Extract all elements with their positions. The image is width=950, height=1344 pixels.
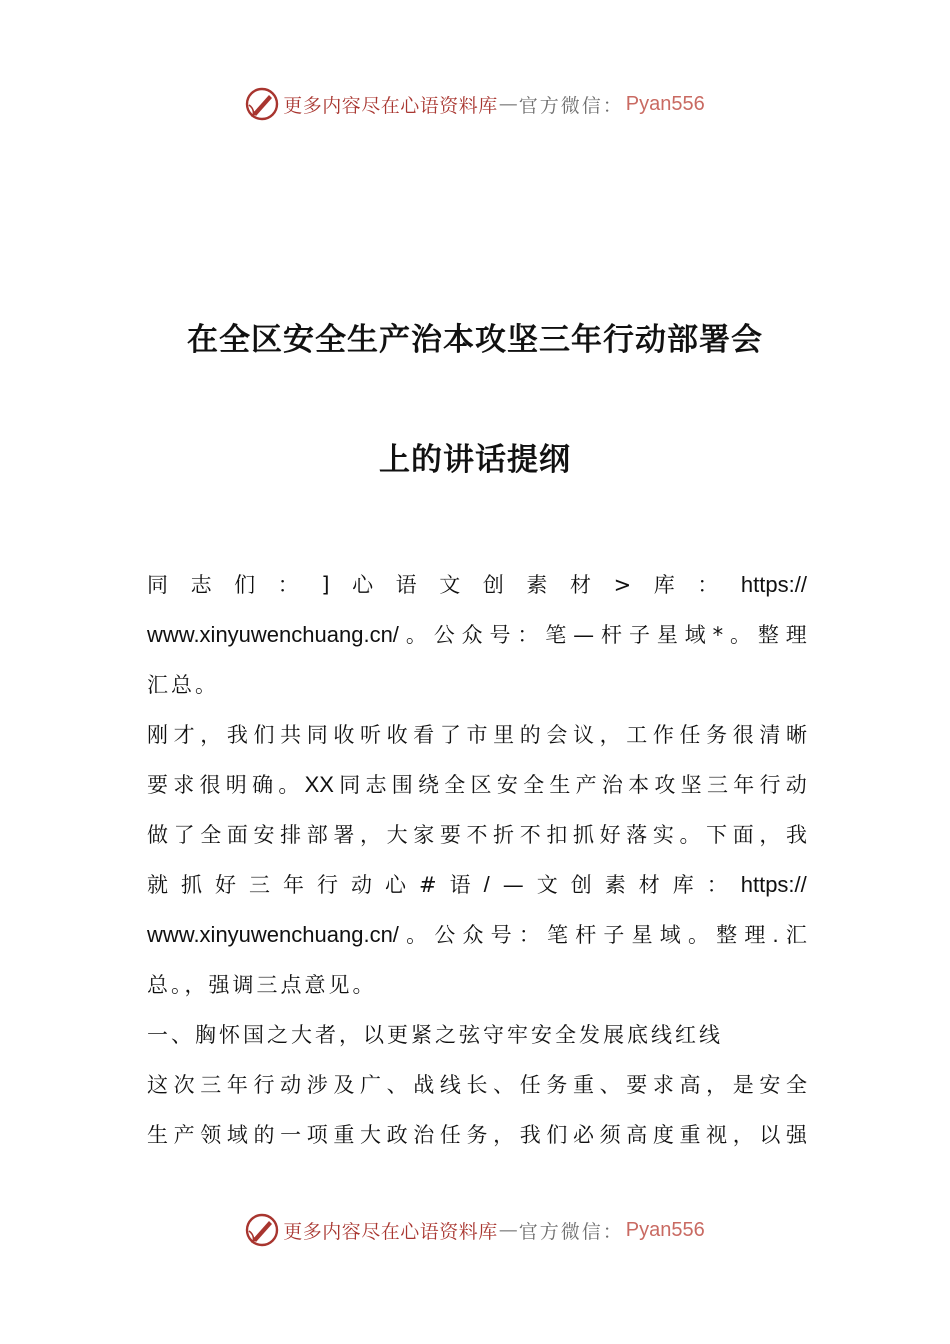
body-text-run: ， (200, 723, 222, 747)
watermark-wechat-id: Pyan556 (625, 1218, 705, 1241)
watermark-text: 更多内容尽在心语资料库 (283, 94, 498, 117)
body-text-run: / (483, 872, 490, 897)
body-line (147, 810, 807, 860)
body-text-run: ] (321, 573, 330, 597)
body-text-run: 理 (785, 623, 807, 647)
body-text-run: 了 (173, 823, 195, 847)
body-text-run: 清 (759, 723, 781, 747)
body-text-run: 实 (652, 823, 674, 847)
body-text-run: ： (697, 573, 719, 597)
body-line (147, 1060, 807, 1110)
watermark-official-label: 官方微信： (518, 94, 624, 117)
body-text-run: 抓 (181, 873, 202, 897)
body-text-run: 下 (706, 823, 728, 847)
body-text-run: 工 (626, 723, 648, 747)
body-text-run: 年 (226, 1073, 248, 1097)
body-text-run: 落 (626, 823, 648, 847)
body-text-run: 要 (626, 1073, 648, 1097)
body-text-run: 行 (317, 873, 338, 897)
body-text-run: 家 (413, 823, 435, 847)
body-text-run: 项 (306, 1123, 328, 1147)
body-text-run: 收 (386, 723, 408, 747)
body-text-run: ， (493, 1123, 515, 1147)
body-text-run: 。 (278, 773, 300, 797)
body-text-run: 同 (339, 773, 361, 797)
body-text-run: 我 (786, 823, 807, 847)
body-text-run: ， (706, 1073, 728, 1097)
body-text-run: 求 (173, 773, 195, 797)
body-text-run: 好 (215, 873, 236, 897)
body-text-run: 安 (759, 1073, 781, 1097)
body-text-run: 动 (351, 873, 372, 897)
body-text-run: > (613, 573, 632, 597)
body-line (147, 610, 807, 660)
body-text-run: 三 (706, 773, 728, 797)
body-text-run: 材 (638, 873, 660, 897)
body-text-run: 全 (444, 773, 466, 797)
body-text-run: 、 (386, 1073, 408, 1097)
body-text-run: 求 (652, 1073, 674, 1097)
body-text-run: 动 (280, 1073, 302, 1097)
body-text-run: 们 (546, 1123, 568, 1147)
body-text-run: 库 (672, 873, 694, 897)
body-text-run: 动 (785, 773, 807, 797)
body-text-run: 是 (732, 1073, 754, 1097)
body-text-run: 域 (684, 623, 706, 647)
body-text-run: ， (360, 823, 381, 847)
body-text-run: 创 (570, 873, 592, 897)
body-text-run: 做 (147, 823, 168, 847)
body-text-run: 大 (386, 823, 408, 847)
body-text-run: 很 (732, 723, 754, 747)
pen-logo-icon (245, 1213, 279, 1247)
body-text-run: 三 (249, 873, 270, 897)
body-line (147, 710, 807, 760)
document-body (147, 560, 807, 1160)
body-text-run: 绕 (418, 773, 440, 797)
body-text-run: 安 (253, 823, 275, 847)
body-text-run: 安 (496, 773, 518, 797)
body-text-run: 不 (519, 823, 541, 847)
body-text-run: 。 (687, 923, 709, 947)
body-text-run: 重 (679, 1123, 701, 1147)
body-text-run: 笔 (547, 923, 569, 947)
body-text-run: 部 (306, 823, 328, 847)
body-text-run: www.xinyuwenchuang.cn/ (147, 622, 399, 647)
body-text-run: 心 (352, 573, 374, 597)
watermark-wechat-id: Pyan556 (625, 92, 705, 115)
watermark-dash: — (498, 1219, 518, 1241)
body-text-run: 众 (461, 623, 483, 647)
body-text-run: 志 (365, 773, 387, 797)
body-text-run: 域 (226, 1123, 248, 1147)
body-text-run: 长 (466, 1073, 488, 1097)
body-text-run: 素 (604, 873, 626, 897)
body-text-run: 行 (759, 773, 781, 797)
body-text-run: 广 (360, 1073, 381, 1097)
body-text-run: 任 (439, 1123, 461, 1147)
body-text-run: ， (599, 723, 621, 747)
watermark-dash: — (498, 93, 518, 115)
body-text-run: 扣 (546, 823, 568, 847)
body-text-run: 不 (466, 823, 488, 847)
body-text-run: — (502, 873, 524, 897)
body-text-run: 署 (333, 823, 355, 847)
body-text-run: 作 (652, 723, 674, 747)
body-text-run: 务 (466, 1123, 488, 1147)
body-text-run: 汇 (785, 923, 807, 947)
body-text-run: 看 (413, 723, 435, 747)
body-text-run: ， (732, 1123, 754, 1147)
body-text-run: 领 (200, 1123, 222, 1147)
body-text-run: 素 (526, 573, 548, 597)
document-title-line-2: 上的讲话提纲 (379, 442, 571, 478)
body-text-run: 重 (573, 1073, 594, 1097)
body-text-run: 同 (306, 723, 328, 747)
body-text-run: 号 (490, 923, 512, 947)
body-text-run: 刚 (147, 723, 168, 747)
body-text-run: 听 (360, 723, 381, 747)
body-text-run: 要 (439, 823, 461, 847)
body-text-run: 全 (786, 1073, 807, 1097)
body-text-run: 战 (413, 1073, 435, 1097)
body-text-run: 产 (575, 773, 597, 797)
body-text-run: 明 (225, 773, 247, 797)
body-text-run: 高 (679, 1073, 701, 1097)
body-text-run: 确 (252, 773, 274, 797)
body-text-run: 心 (385, 873, 406, 897)
body-text-run: www.xinyuwenchuang.cn/ (147, 922, 399, 947)
body-text-run: 就 (147, 873, 168, 897)
body-text-run: 语 (395, 573, 417, 597)
body-text-run: 域 (659, 923, 681, 947)
body-text-run: ： (706, 873, 728, 897)
body-text-run: https:// (740, 872, 807, 897)
body-text-run: 治 (413, 1123, 435, 1147)
body-text-run: 收 (333, 723, 355, 747)
body-text-run: 整 (757, 623, 779, 647)
body-text-run: 要 (147, 773, 168, 797)
pen-logo-icon (245, 87, 279, 121)
body-text-run: 强 (786, 1123, 807, 1147)
body-text-run: 视 (706, 1123, 728, 1147)
body-text-run: 及 (333, 1073, 355, 1097)
body-text-run: 志 (190, 573, 212, 597)
body-text-run: 全 (523, 773, 545, 797)
body-text-run: 政 (386, 1123, 408, 1147)
body-text-run: 的 (519, 723, 541, 747)
body-line (147, 1010, 807, 1060)
body-text-run: 同 (147, 573, 168, 597)
body-text-run: 围 (391, 773, 413, 797)
body-text-run: . (772, 922, 779, 947)
body-text-run: 创 (482, 573, 504, 597)
body-text-run: 们 (234, 573, 256, 597)
body-text-run: 坚 (680, 773, 702, 797)
body-text-run: 三 (200, 1073, 222, 1097)
body-text-run: 共 (280, 723, 302, 747)
body-text-run: 。 (679, 823, 701, 847)
body-line (147, 560, 807, 610)
body-text-run: 全 (200, 823, 222, 847)
body-text-run: 次 (173, 1073, 195, 1097)
body-text-run: 杆 (575, 923, 597, 947)
watermark-official-label: 官方微信： (518, 1220, 624, 1243)
body-text-run: 议 (573, 723, 594, 747)
body-text-run: 星 (631, 923, 653, 947)
body-text-run: 笔 (545, 623, 567, 647)
body-text-run: 任 (679, 723, 701, 747)
body-text-run: 治 (601, 773, 623, 797)
body-line-text: 总。，强调三点意见。 (147, 973, 377, 997)
body-text-run: 库 (653, 573, 675, 597)
body-text-run: 们 (253, 723, 275, 747)
body-text-run: 理 (744, 923, 766, 947)
body-text-run: 里 (493, 723, 515, 747)
body-text-run: 务 (546, 1073, 568, 1097)
body-text-run: 重 (333, 1123, 355, 1147)
body-text-run: 好 (599, 823, 621, 847)
body-text-run: XX (304, 772, 334, 797)
body-text-run: 生 (549, 773, 571, 797)
body-text-run: ： (518, 923, 540, 947)
body-text-run: https:// (740, 572, 807, 597)
body-text-run: 会 (546, 723, 568, 747)
body-text-run: * (712, 623, 724, 647)
body-text-run: 行 (253, 1073, 275, 1097)
footer-watermark-banner (0, 1210, 950, 1250)
body-text-run: 公 (433, 623, 455, 647)
body-text-run: 涉 (306, 1073, 328, 1097)
body-text-run: 整 (716, 923, 738, 947)
body-text-run: 文 (439, 573, 461, 597)
body-text-run: 线 (439, 1073, 461, 1097)
body-line (147, 960, 807, 1010)
body-text-run: 面 (226, 823, 248, 847)
body-line (147, 760, 807, 810)
body-text-run: 星 (656, 623, 678, 647)
body-text-run: 以 (759, 1123, 781, 1147)
body-line (147, 860, 807, 910)
body-line (147, 1110, 807, 1160)
body-text-run: 。 (405, 623, 427, 647)
document-title-line-1: 在全区安全生产治本攻坚三年行动部署会 (187, 322, 763, 358)
body-text-run: ， (759, 823, 781, 847)
body-text-run: 我 (519, 1123, 541, 1147)
body-text-run: 很 (199, 773, 221, 797)
body-text-run: 面 (732, 823, 754, 847)
body-text-run: 众 (462, 923, 484, 947)
body-text-run: 子 (628, 623, 650, 647)
body-text-run: 一 (280, 1123, 302, 1147)
body-text-run: 才 (173, 723, 195, 747)
body-text-run: 的 (253, 1123, 275, 1147)
watermark-text: 更多内容尽在心语资料库 (283, 1220, 498, 1243)
body-text-run: 排 (280, 823, 302, 847)
body-text-run: 大 (360, 1123, 381, 1147)
body-text-run: 。 (406, 923, 428, 947)
body-text-run: 我 (226, 723, 248, 747)
body-text-run: 本 (628, 773, 650, 797)
body-text-run: 、 (599, 1073, 621, 1097)
body-text-run: 语 (449, 873, 471, 897)
body-text-run: — (573, 623, 595, 647)
body-text-run: ： (277, 573, 299, 597)
body-text-run: 年 (283, 873, 304, 897)
body-text-run: 年 (733, 773, 755, 797)
body-text-run: 产 (173, 1123, 195, 1147)
body-text-run: 抓 (573, 823, 594, 847)
body-text-run: 任 (519, 1073, 541, 1097)
body-text-run: ： (517, 623, 539, 647)
body-text-run: 市 (466, 723, 488, 747)
body-text-run: 、 (493, 1073, 515, 1097)
body-line (147, 910, 807, 960)
body-text-run: 号 (489, 623, 511, 647)
body-text-run: 杆 (601, 623, 623, 647)
body-text-run: 攻 (654, 773, 676, 797)
body-text-run: 区 (470, 773, 492, 797)
header-watermark-banner (0, 84, 950, 124)
body-text-run: 晰 (786, 723, 807, 747)
body-text-run: 务 (706, 723, 728, 747)
body-text-run: 度 (652, 1123, 674, 1147)
body-text-run: 必 (573, 1123, 594, 1147)
body-text-run: # (419, 873, 437, 897)
body-text-run: 子 (603, 923, 625, 947)
body-text-run: 文 (536, 873, 558, 897)
body-line-text: 汇总。 (147, 673, 219, 697)
body-line (147, 660, 807, 710)
body-text-run: 须 (599, 1123, 621, 1147)
body-text-run: 。 (730, 623, 751, 647)
body-text-run: 高 (626, 1123, 648, 1147)
body-text-run: 生 (147, 1123, 168, 1147)
body-line-text: 一、胸怀国之大者，以更紧之弦守牢安全发展底线红线 (147, 1023, 723, 1047)
body-text-run: 公 (434, 923, 456, 947)
body-text-run: 这 (147, 1073, 168, 1097)
body-text-run: 折 (493, 823, 515, 847)
body-text-run: 材 (569, 573, 591, 597)
body-text-run: 了 (439, 723, 461, 747)
